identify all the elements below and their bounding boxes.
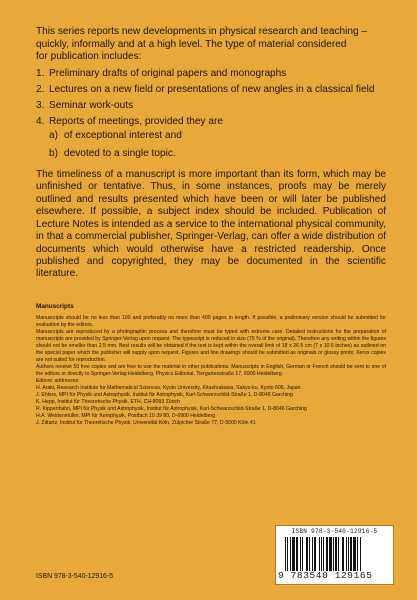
editor-address: H. Araki, Research Institute for Mathematical Sciences, Kyoto University, Kitashrakawa, Sakyo-ku, Kyoto 606, Japan xyxy=(36,385,301,392)
manuscripts-authors: Authors receive 50 free copies and are free to use the material in other publications. Manuscripts in English, German or French should be sent to one of the editors or directly to Springer-Verlag Heidelberg, Physics Editorial, Tiergartenstraße 17, 6900 Heidelberg. xyxy=(36,364,386,378)
list-item: 1. Preliminary drafts of original papers and monographs xyxy=(36,68,287,80)
editor-address: K. Hepp, Institut für Theoretische Physik, ETH, CH-8093 Zürich xyxy=(36,399,180,406)
meeting-conditions-list xyxy=(36,130,386,165)
sublist-item: a) of exceptional interest and xyxy=(49,130,182,142)
material-list xyxy=(36,68,386,166)
editor-address: H.A. Weidenmüller, MPI für Kernphysik, Postfach 10 39 80, D-6900 Heidelberg xyxy=(36,413,216,420)
editor-address: R. Kippenhahn, MPI für Physik und Astrophysik, Institut für Astrophysik, Karl-Schwarzschild-Straße 1, D-8046 Garching xyxy=(36,406,307,413)
manuscripts-reproduction: Manuscripts are reproduced by a photographic process and therefore must be typed with extreme care. Detailed instructions for the preparation of manuscripts are provided by Springer-Verlag upon request. The typescript is reduced in size (75 % of the original). Therefore any writing within the figures should not be smaller than 2.5 mm. Best results will be obtained if the text is kept within the overall limit of 18 x 26.5 cm (7 x 10.5 inches) as outlined on the special paper which the publisher will supply upon request. Figures and line drawings should be submitted as originals or glossy prints; Xerox copies are not suited for reproduction. xyxy=(36,328,386,364)
back-cover-text xyxy=(36,26,386,427)
manuscripts-length: Manuscripts should be no less than 100 and preferably no more than 400 pages in length. If possible, a preliminary version should be submitted for evaluation by the editors. xyxy=(36,314,386,328)
barcode-isbn-text: ISBN 978-3-540-12916-5 xyxy=(291,528,378,535)
timeliness-paragraph: The timeliness of a manuscript is more important than its form, which may be unfinished or tentative. Thus, in some instances, proofs may be merely outlined and results presented which have been or will later be published elsewhere. If possible, a subject index should be included. Publication of Lecture Notes is intended as a service to the international physical community, in that a commercial publisher, Springer-Verlag, can offer a wide distribution of documents which would otherwise have a restricted readership. Once published and copyrighted, they may be documented in the scientific literature. xyxy=(36,169,386,280)
manuscripts-section xyxy=(36,315,386,428)
list-item: 4. Reports of meetings, provided they are a) of exceptional interest and b) devoted to a single topic. xyxy=(36,116,386,166)
intro-line-3: for publication includes: xyxy=(36,51,142,63)
isbn-barcode xyxy=(275,525,394,585)
list-item: 3. Seminar work-outs xyxy=(36,99,134,111)
intro-paragraph xyxy=(36,26,386,64)
list-item: 2. Lectures on a new field or presentations of new angles in a classical field xyxy=(36,84,375,95)
editor-address: J. Zittartz, Institut für Theoretische Physik, Universität Köln, Zülpicher Straße 77, D-5000 Köln 41 xyxy=(36,420,256,427)
editors-label: Editors' addresses: xyxy=(36,378,80,385)
editor-address: J. Ehlers, MPI für Physik und Astrophysik, Institut für Astrophysik, Karl-Schwarzschild-Straße 1, D-8046 Garching xyxy=(36,392,293,399)
manuscripts-heading: Manuscripts xyxy=(36,302,74,310)
intro-line-1: This series reports new developments in physical research and teaching – xyxy=(36,26,368,37)
intro-line-2: quickly, informally and at a high level. The type of material considered xyxy=(36,38,347,50)
isbn-label: ISBN 978-3-540-12916-5 xyxy=(36,573,113,580)
barcode-digits: 9 783540 129165 xyxy=(278,570,373,581)
sublist-item: b) devoted to a single topic. xyxy=(49,148,176,160)
barcode-bars xyxy=(285,537,386,571)
